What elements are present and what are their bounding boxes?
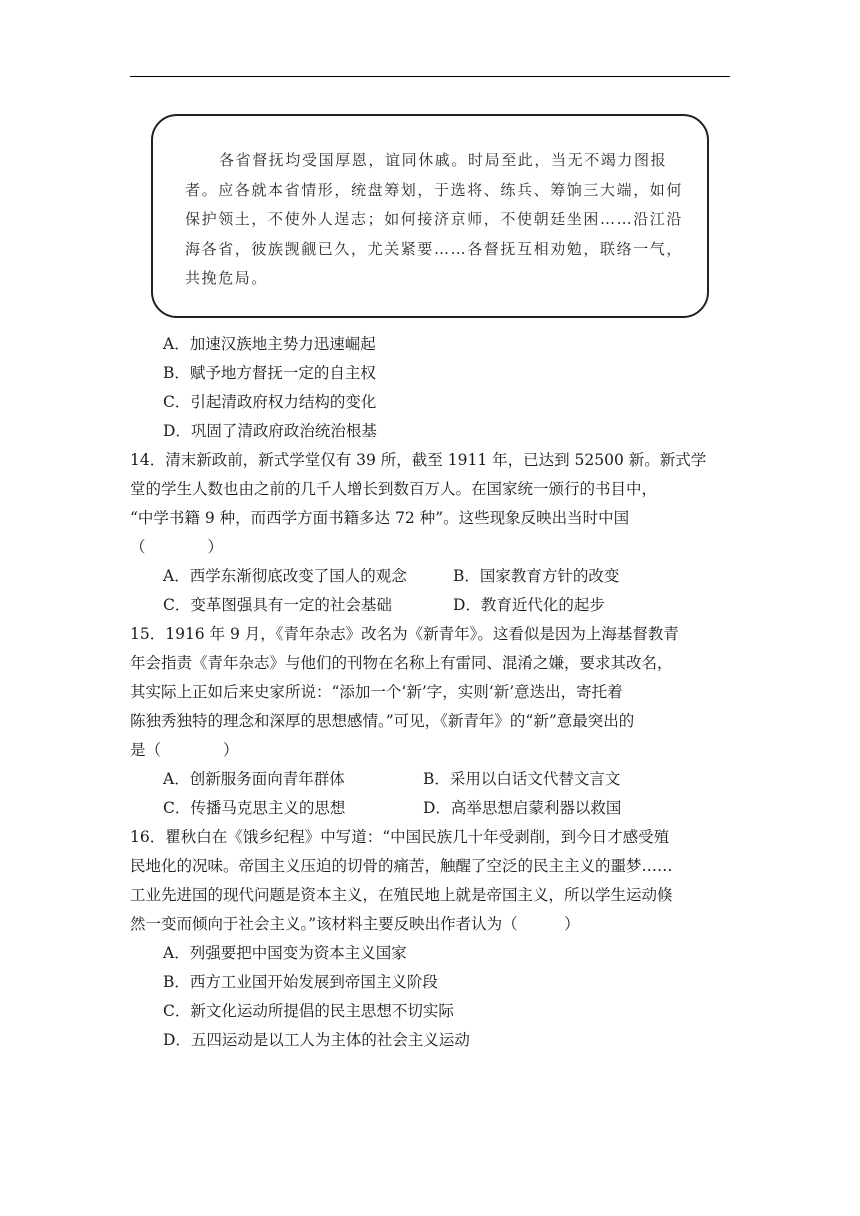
q14-option-b: B．国家教育方针的改变 xyxy=(453,567,620,585)
q14-option-c: C．变革图强具有一定的社会基础 xyxy=(163,596,392,614)
q13-option-a: A．加速汉族地主势力迅速崛起 xyxy=(163,335,376,353)
q15-options-row-2 xyxy=(130,794,730,823)
q16-option-c: C．新文化运动所提倡的民主思想不切实际 xyxy=(163,1002,454,1020)
source-quote-box xyxy=(151,114,709,318)
q16-stem-line-2: 民地化的况味。帝国主义压迫的切骨的痛苦，触醒了空泛的民主主义的噩梦…… xyxy=(130,857,673,875)
header-rule xyxy=(130,76,730,77)
q15-option-c: C．传播马克思主义的思想 xyxy=(163,799,346,817)
q15-stem-line-5: 是（ ） xyxy=(130,741,239,759)
q15-options-row-1 xyxy=(130,765,730,794)
q15-stem-line-3: 其实际上正如后来史家所说：“添加一个‘新’字，实则‘新’意迭出，寄托着 xyxy=(130,683,623,701)
q15-stem-line-1: 15．1916 年 9 月，《青年杂志》改名为《新青年》。这看似是因为上海基督教青 xyxy=(130,625,679,643)
q16-option-a: A．列强要把中国变为资本主义国家 xyxy=(163,944,407,962)
q14-stem-line-1: 14．清末新政前，新式学堂仅有 39 所，截至 1911 年，已达到 52500 新。新式学 xyxy=(130,451,707,469)
q14-options-row-2 xyxy=(130,591,730,620)
q13-option-b: B．赋予地方督抚一定的自主权 xyxy=(163,364,376,382)
question-content xyxy=(130,330,730,1055)
q14-answer-blank: （ ） xyxy=(130,538,224,556)
q15-stem-line-2: 年会指责《青年杂志》与他们的刊物在名称上有雷同、混淆之嫌，要求其改名， xyxy=(130,654,673,672)
q13-option-c: C．引起清政府权力结构的变化 xyxy=(163,393,377,411)
source-quote-text: 各省督抚均受国厚恩，谊同休戚。时局至此，当无不竭力图报者。应各就本省情形，统盘筹划，于选将、练兵、筹饷三大端，如何保护领土，不使外人逞志；如何接济京师，不使朝廷坐困……沿江沿海各省，彼族觊觎已久，尤关紧要……各督抚互相劝勉，联络一气，共挽危局。 xyxy=(185,151,684,287)
q15-option-d: D．高举思想启蒙利器以救国 xyxy=(423,799,622,817)
q15-option-b: B．采用以白话文代替文言文 xyxy=(423,770,621,788)
q14-options-row-1 xyxy=(130,562,730,591)
q14-option-d: D．教育近代化的起步 xyxy=(453,596,605,614)
q14-stem-line-3: “中学书籍 9 种，而西学方面书籍多达 72 种”。这些现象反映出当时中国 xyxy=(130,509,630,527)
q15-option-a: A．创新服务面向青年群体 xyxy=(163,770,345,788)
q14-option-a: A．西学东渐彻底改变了国人的观念 xyxy=(163,567,407,585)
q16-stem-line-3: 工业先进国的现代问题是资本主义，在殖民地上就是帝国主义，所以学生运动倏 xyxy=(130,886,673,904)
q16-stem-line-1: 16．瞿秋白在《饿乡纪程》中写道：“中国民族几十年受剥削，到今日才感受殖 xyxy=(130,828,670,846)
q13-option-d: D．巩固了清政府政治统治根基 xyxy=(163,422,377,440)
q16-option-b: B．西方工业国开始发展到帝国主义阶段 xyxy=(163,973,438,991)
q15-stem-line-4: 陈独秀独特的理念和深厚的思想感情。”可见，《新青年》的“新”意最突出的 xyxy=(130,712,635,730)
q14-stem-line-2: 堂的学生人数也由之前的几千人增长到数百万人。在国家统一颁行的书目中， xyxy=(130,480,658,498)
q16-option-d: D．五四运动是以工人为主体的社会主义运动 xyxy=(163,1031,470,1049)
q16-stem-line-4: 然一变而倾向于社会主义。”该材料主要反映出作者认为（ ） xyxy=(130,915,580,933)
